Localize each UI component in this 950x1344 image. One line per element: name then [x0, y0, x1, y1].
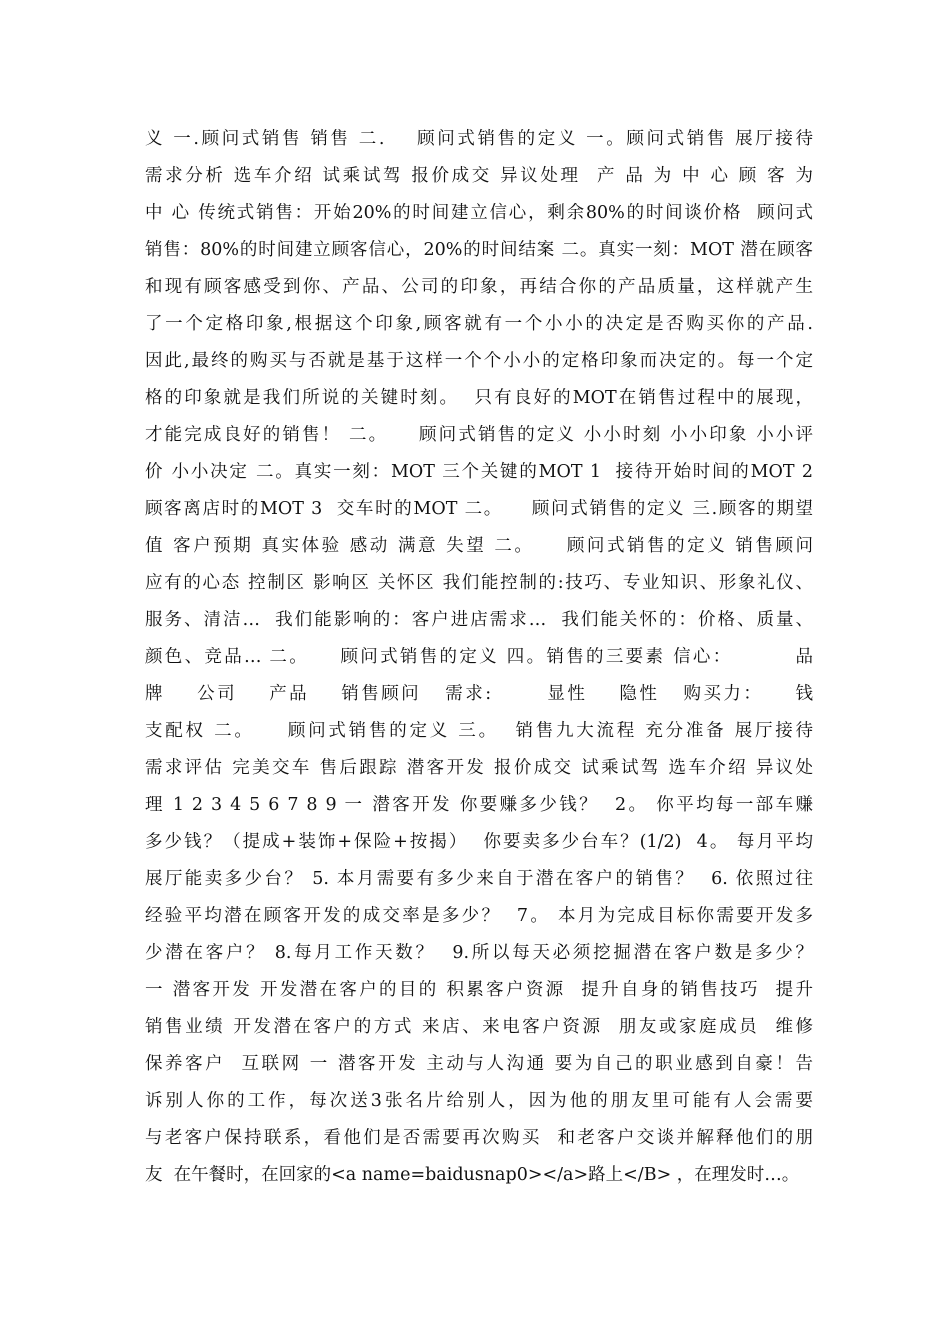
- text-line: 颜色、竞品… 二。 顾问式销售的定义 四。销售的三要素 信心： 品: [145, 647, 813, 667]
- text-line: 支配权 二。 顾问式销售的定义 三。 销售九大流程 充分准备 展厅接待: [145, 721, 813, 741]
- text-line: 值 客户预期 真实体验 感动 满意 失望 二。 顾问式销售的定义 销售顾问: [145, 536, 813, 556]
- text-line: 展厅能卖多少台？ 5. 本月需要有多少来自于潜在客户的销售？ 6. 依照过往: [145, 869, 813, 889]
- text-line: 才能完成良好的销售！ 二。 顾问式销售的定义 小小时刻 小小印象 小小评: [145, 425, 813, 445]
- text-line: 诉别人你的工作，每次送3张名片给别人，因为他的朋友里可能有人会需要: [145, 1091, 813, 1111]
- text-line: 与老客户保持联系，看他们是否需要再次购买 和老客户交谈并解释他们的朋: [145, 1128, 813, 1148]
- text-line: 了一个定格印象,根据这个印象,顾客就有一个小小的决定是否购买你的产品.: [145, 314, 813, 334]
- text-line: 需求评估 完美交车 售后跟踪 潜客开发 报价成交 试乘试驾 选车介绍 异议处: [145, 758, 813, 778]
- text-line: 少潜在客户？ 8.每月工作天数？ 9.所以每天必须挖掘潜在客户数是多少？: [145, 943, 813, 963]
- text-line: 理 1 2 3 4 5 6 7 8 9 一 潜客开发 你要赚多少钱？ 2。 你平均每一部车赚: [145, 795, 813, 815]
- text-line: 和现有顾客感受到你、产品、公司的印象，再结合你的产品质量，这样就产生: [145, 277, 813, 297]
- text-line: 保养客户 互联网 一 潜客开发 主动与人沟通 要为自己的职业感到自豪！告: [145, 1054, 813, 1074]
- text-line: 一 潜客开发 开发潜在客户的目的 积累客户资源 提升自身的销售技巧 提升: [145, 980, 813, 1000]
- text-line: 义 一.顾问式销售 销售 二. 顾问式销售的定义 一。顾问式销售 展厅接待: [145, 129, 813, 149]
- text-line: 销售业绩 开发潜在客户的方式 来店、来电客户资源 朋友或家庭成员 维修: [145, 1017, 813, 1037]
- text-line: 服务、清洁… 我们能影响的：客户进店需求… 我们能关怀的：价格、质量、: [145, 610, 813, 630]
- text-line: 应有的心态 控制区 影响区 关怀区 我们能控制的:技巧、专业知识、形象礼仪、: [145, 573, 813, 593]
- text-line: 顾客离店时的MOT 3 交车时的MOT 二。 顾问式销售的定义 三.顾客的期望: [145, 499, 813, 519]
- text-line: 销售：80%的时间建立顾客信心，20%的时间结案 二。真实一刻：MOT 潜在顾客: [145, 240, 813, 260]
- text-line: 中 心 传统式销售：开始20%的时间建立信心，剩余80%的时间谈价格 顾问式: [145, 203, 813, 223]
- text-line: 经验平均潜在顾客开发的成交率是多少？ 7。 本月为完成目标你需要开发多: [145, 906, 813, 926]
- text-line: 友 在午餐时，在回家的<a name=baidusnap0></a>路上</B> ，在理发时…。: [145, 1165, 800, 1185]
- text-line: 价 小小决定 二。真实一刻：MOT 三个关键的MOT 1 接待开始时间的MOT 2: [145, 462, 813, 482]
- text-line: 格的印象就是我们所说的关键时刻。 只有良好的MOT在销售过程中的展现，: [145, 388, 813, 408]
- text-line: 因此,最终的购买与否就是基于这样一个个小小的定格印象而决定的。每一个定: [145, 351, 813, 371]
- text-line: 牌 公司 产品 销售顾问 需求: 显性 隐性 购买力： 钱: [145, 684, 813, 704]
- text-line: 多少钱？（提成+装饰+保险+按揭） 你要卖多少台车？(1/2) 4。 每月平均: [145, 832, 813, 852]
- text-line: 需求分析 选车介绍 试乘试驾 报价成交 异议处理 产 品 为 中 心 顾 客 为: [145, 166, 813, 186]
- body-text: [145, 121, 813, 1194]
